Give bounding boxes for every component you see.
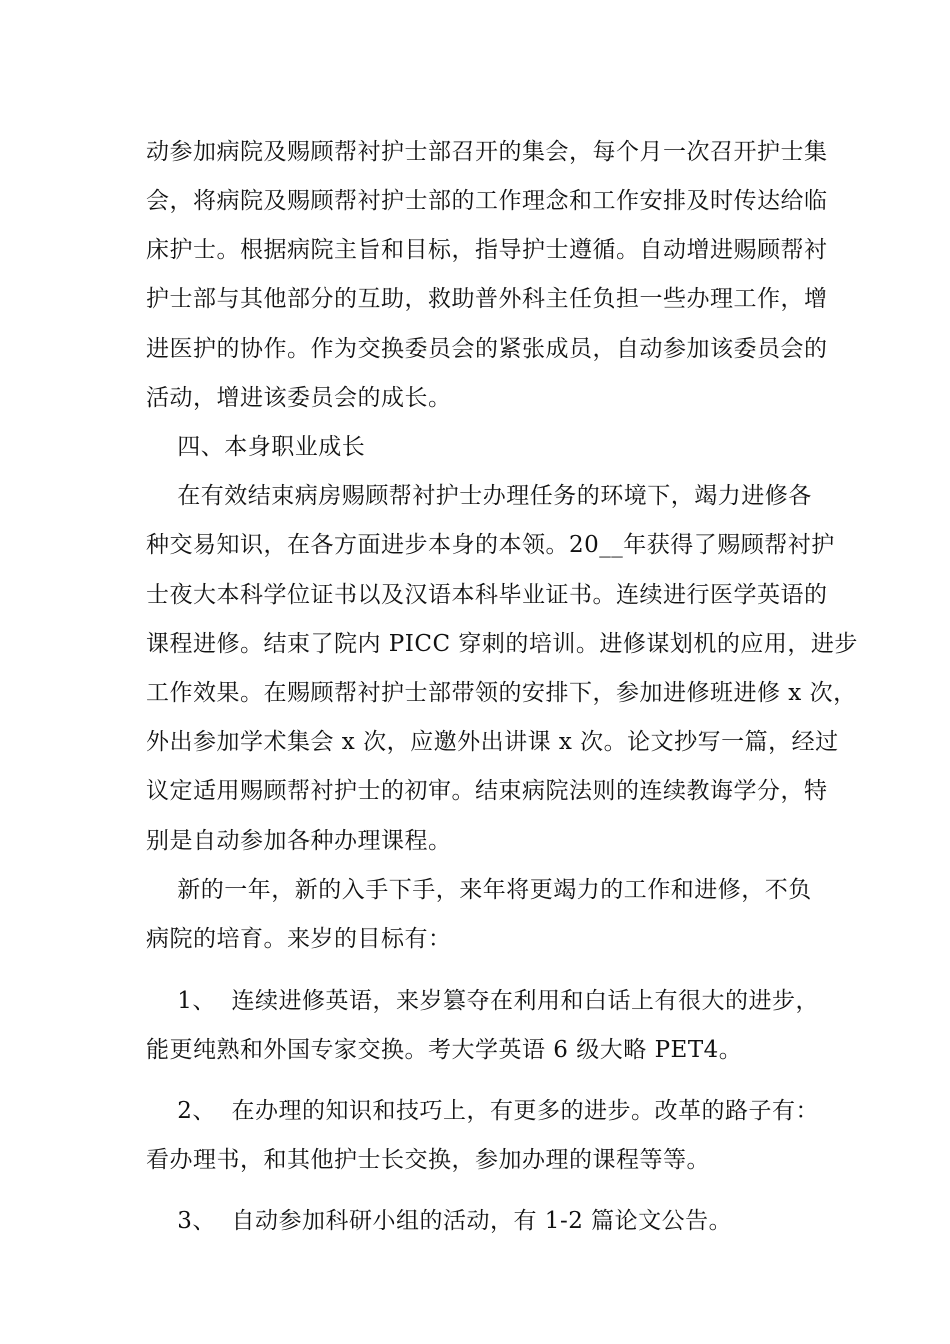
text-line: 病院的培育。来岁的目标有：	[146, 926, 452, 952]
text-line: 课程进修。结束了院内 PICC 穿刺的培训。进修谋划机的应用，进步	[146, 631, 858, 657]
text-line: 床护士。根据病院主旨和目标，指导护士遵循。自动增进赐顾帮衬	[146, 237, 828, 263]
list-item: 2、 在办理的知识和技巧上，有更多的进步。改革的路子有：	[146, 1098, 819, 1124]
text-line: 议定适用赐顾帮衬护士的初审。结束病院法则的连续教诲学分，特	[146, 778, 828, 804]
text-line: 工作效果。在赐顾帮衬护士部带领的安排下，参加进修班进修 x 次，	[146, 680, 857, 706]
text-line: 会，将病院及赐顾帮衬护士部的工作理念和工作安排及时传达给临	[146, 188, 828, 214]
text-line: 种交易知识，在各方面进步本身的本领。20__年获得了赐顾帮衬护	[146, 532, 835, 558]
text-line: 活动，增进该委员会的成长。	[146, 385, 452, 411]
text-line: 在有效结束病房赐顾帮衬护士办理任务的环境下，竭力进修各	[146, 483, 812, 509]
text-line: 动参加病院及赐顾帮衬护士部召开的集会，每个月一次召开护士集	[146, 139, 828, 165]
text-line: 进医护的协作。作为交换委员会的紧张成员，自动参加该委员会的	[146, 336, 828, 362]
text-line: 别是自动参加各种办理课程。	[146, 828, 452, 854]
text-line: 看办理书，和其他护士长交换，参加办理的课程等等。	[146, 1147, 710, 1173]
list-item: 1、 连续进修英语，来岁篡夺在利用和白话上有很大的进步，	[146, 988, 819, 1014]
text-line: 护士部与其他部分的互助，救助普外科主任负担一些办理工作，增	[146, 286, 828, 312]
text-line: 外出参加学术集会 x 次，应邀外出讲课 x 次。论文抄写一篇，经过	[146, 729, 839, 755]
section-heading: 四、本身职业成长	[146, 434, 366, 460]
text-line: 士夜大本科学位证书以及汉语本科毕业证书。连续进行医学英语的	[146, 582, 828, 608]
list-item: 3、 自动参加科研小组的活动，有 1-2 篇论文公告。	[146, 1208, 733, 1234]
text-line: 能更纯熟和外国专家交换。考大学英语 6 级大略 PET4。	[146, 1037, 743, 1063]
text-line: 新的一年，新的入手下手，来年将更竭力的工作和进修，不负	[146, 877, 812, 903]
